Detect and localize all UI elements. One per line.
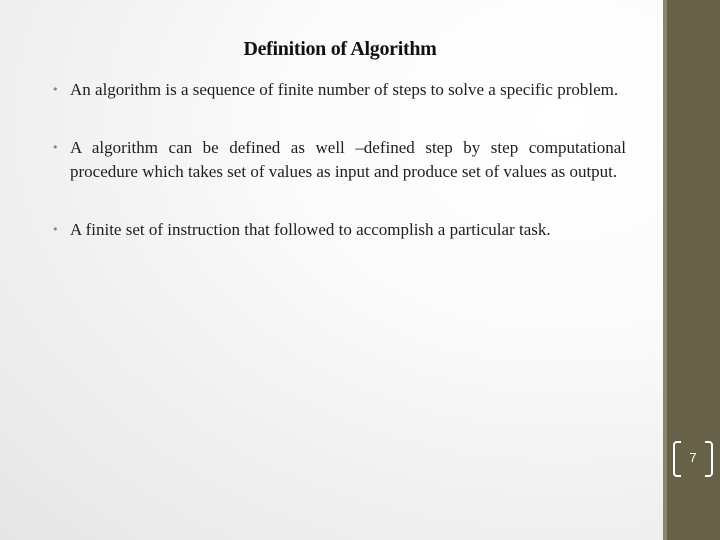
bullet-dot-icon: •	[52, 223, 59, 236]
bullet-item	[52, 136, 626, 184]
bullet-item	[52, 78, 626, 102]
bullet-list	[52, 78, 626, 242]
bullet-dot-icon: •	[52, 83, 59, 96]
slide-title: Definition of Algorithm	[243, 38, 437, 60]
bullet-text: A algorithm can be defined as well –defined step by step computational procedure which takes set of values as input and produce set of values as output.	[70, 138, 626, 181]
bullet-item	[52, 218, 626, 242]
page-number-box	[673, 441, 713, 477]
bullet-text: A finite set of instruction that followed to accomplish a particular task.	[70, 220, 551, 239]
bullet-text: An algorithm is a sequence of finite number of steps to solve a specific problem.	[70, 80, 619, 99]
page-number: 7	[689, 450, 697, 465]
bullet-dot-icon: •	[52, 141, 59, 154]
